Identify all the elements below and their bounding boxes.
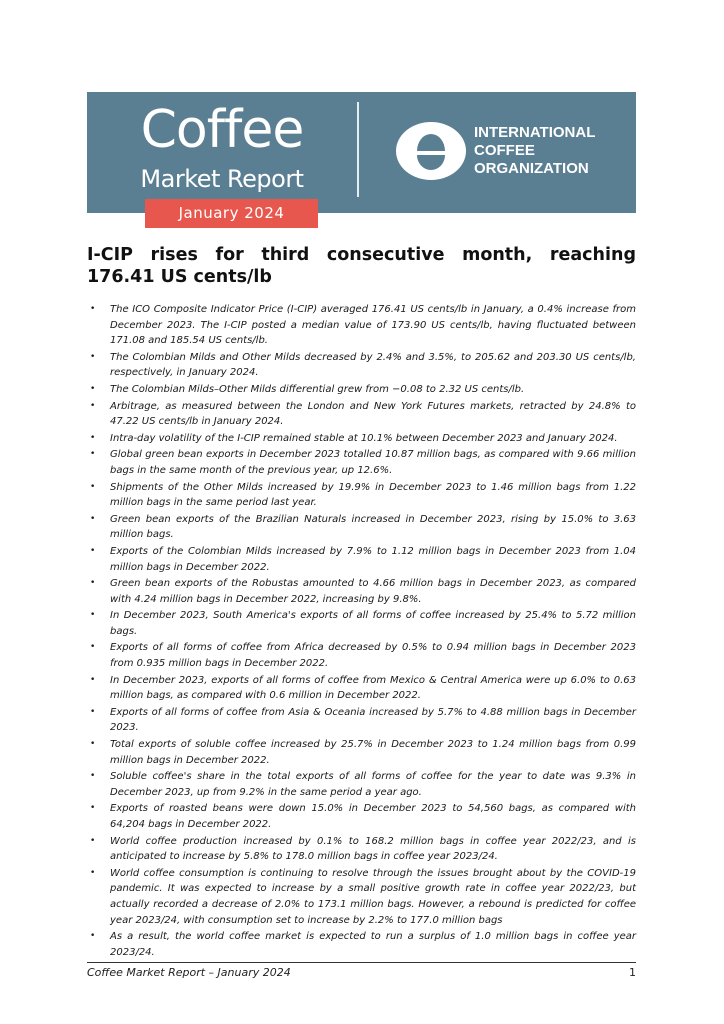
bullet-icon: • <box>90 513 96 524</box>
list-item <box>87 834 636 865</box>
list-item <box>87 769 636 800</box>
headline-line-1 <box>87 244 636 266</box>
headline-word: for <box>215 245 244 265</box>
header-banner <box>87 92 636 213</box>
bullet-text: Exports of all forms of coffee from Asia & Oceania increased by 5.7% to 4.88 million bags in December 2023. <box>110 706 636 734</box>
list-item <box>87 399 636 430</box>
bullet-icon: • <box>90 674 96 685</box>
bullet-icon: • <box>90 481 96 492</box>
page-headline <box>87 244 636 288</box>
bullet-text: The Colombian Milds–Other Milds differential grew from −0.08 to 2.32 US cents/lb. <box>110 383 525 395</box>
bullet-text: Arbitrage, as measured between the London and New York Futures markets, retracted by 24.8% to 47.22 US cents/lb in January 2024. <box>110 400 636 428</box>
list-item <box>87 544 636 575</box>
bullet-icon: • <box>90 771 96 782</box>
bullet-icon: • <box>90 383 96 394</box>
bullet-icon: • <box>90 610 96 621</box>
bullet-icon: • <box>90 835 96 846</box>
list-item <box>87 801 636 832</box>
bullet-icon: • <box>90 578 96 589</box>
bullet-text: The ICO Composite Indicator Price (I-CIP) averaged 176.41 US cents/lb in January, a 0.4% increase from December 2023. The I-CIP posted a median value of 173.90 US cents/lb, having fluctuated between 171.08 and 185.54 US cents/lb. <box>110 304 636 347</box>
banner-divider <box>357 102 359 197</box>
list-item <box>87 431 636 447</box>
headline-word: consecutive <box>326 245 445 265</box>
bullet-icon: • <box>90 642 96 653</box>
list-item <box>87 302 636 349</box>
bullet-icon: • <box>90 304 96 314</box>
headline-word: I-CIP <box>87 245 133 265</box>
list-item <box>87 929 636 960</box>
bullet-icon: • <box>90 432 96 443</box>
list-item <box>87 512 636 543</box>
bullet-icon: • <box>90 803 96 814</box>
date-badge: January 2024 <box>145 199 318 228</box>
headline-line-2: 176.41 US cents/lb <box>87 267 272 287</box>
org-line: COFFEE <box>474 142 535 159</box>
list-item <box>87 447 636 478</box>
footer-rule <box>87 962 636 963</box>
headline-word: reaching <box>549 245 636 265</box>
bullet-text: Soluble coffee's share in the total exports of all forms of coffee for the year to date was 9.3% in December 2023, up from 9.2% in the same period a year ago. <box>110 771 636 798</box>
bullet-icon: • <box>90 706 96 717</box>
organization-name <box>474 124 595 178</box>
bullet-text: In December 2023, exports of all forms of coffee from Mexico & Central America were up 6.0% to 0.63 million bags, as compared with 0.6 million in December 2022. <box>110 674 636 702</box>
list-item <box>87 737 636 768</box>
bullet-icon: • <box>90 739 96 750</box>
bullet-icon: • <box>90 449 96 460</box>
list-item <box>87 866 636 928</box>
footer-title: Coffee Market Report – January 2024 <box>87 966 291 979</box>
highlights-list <box>87 302 636 961</box>
list-item <box>87 350 636 381</box>
bullet-text: World coffee production increased by 0.1% to 168.2 million bags in coffee year 2022/23, and is anticipated to increase by 5.8% to 178.0 million bags in coffee year 2023/24. <box>110 835 636 863</box>
bullet-text: Exports of the Colombian Milds increased by 7.9% to 1.12 million bags in December 2023 from 1.04 million bags in December 2022. <box>110 545 636 573</box>
org-line: INTERNATIONAL <box>474 124 596 141</box>
bullet-text: In December 2023, South America's exports of all forms of coffee increased by 25.4% to 5.72 million bags. <box>110 610 636 637</box>
bullet-text: As a result, the world coffee market is expected to run a surplus of 1.0 million bags in coffee year 2023/24. <box>110 931 636 958</box>
list-item <box>87 480 636 511</box>
list-item <box>87 382 636 398</box>
report-subtitle: Market Report <box>140 165 304 193</box>
report-title: Coffee <box>140 100 304 160</box>
bullet-text: Exports of all forms of coffee from Africa decreased by 0.5% to 0.94 million bags in December 2023 from 0.935 million bags in December 2022. <box>110 642 636 670</box>
bullet-text: Total exports of soluble coffee increased by 25.7% in December 2023 to 1.24 million bags from 0.99 million bags in December 2022. <box>110 739 636 766</box>
bullet-text: World coffee consumption is continuing to resolve through the issues brought about by the COVID-19 pandemic. It was expected to increase by a small positive growth rate in coffee year 2022/23, but actually recorded a decrease of 2.0% to 173.1 million bags. However, a rebound is predicted for coffee year 2023/24, with consumption set to increase by 2.2% to 177.0 million bags <box>110 867 636 926</box>
bullet-icon: • <box>90 545 96 556</box>
headline-word: month, <box>462 245 533 265</box>
bullet-text: Green bean exports of the Robustas amounted to 4.66 million bags in December 2023, as compared with 4.24 million bags in December 2022, increasing by 9.8%. <box>110 578 636 605</box>
list-item <box>87 673 636 704</box>
list-item <box>87 608 636 639</box>
list-item <box>87 576 636 607</box>
org-line: ORGANIZATION <box>474 160 589 177</box>
ico-logo-icon <box>395 121 467 181</box>
bullet-text: Intra-day volatility of the I-CIP remained stable at 10.1% between December 2023 and January 2024. <box>110 432 618 444</box>
bullet-text: Global green bean exports in December 2023 totalled 10.87 million bags, as compared with 9.66 million bags in the same month of the previous year, up 12.6%. <box>110 449 636 476</box>
bullet-icon: • <box>90 400 96 411</box>
bullet-icon: • <box>90 351 96 362</box>
headline-word: third <box>261 245 310 265</box>
list-item <box>87 640 636 671</box>
bullet-text: Green bean exports of the Brazilian Naturals increased in December 2023, rising by 15.0% to 3.63 million bags. <box>110 513 636 541</box>
bullet-icon: • <box>90 867 96 878</box>
bullet-text: Exports of roasted beans were down 15.0% in December 2023 to 54,560 bags, as compared with 64,204 bags in December 2022. <box>110 803 636 830</box>
bullet-icon: • <box>90 931 96 942</box>
bullet-text: The Colombian Milds and Other Milds decreased by 2.4% and 3.5%, to 205.62 and 203.30 US cents/lb, respectively, in January 2024. <box>110 351 636 379</box>
headline-word: rises <box>150 245 198 265</box>
bullet-text: Shipments of the Other Milds increased by 19.9% in December 2023 to 1.46 million bags from 1.22 million bags in the same period last year. <box>110 481 636 509</box>
page-number: 1 <box>629 966 636 979</box>
list-item <box>87 705 636 736</box>
